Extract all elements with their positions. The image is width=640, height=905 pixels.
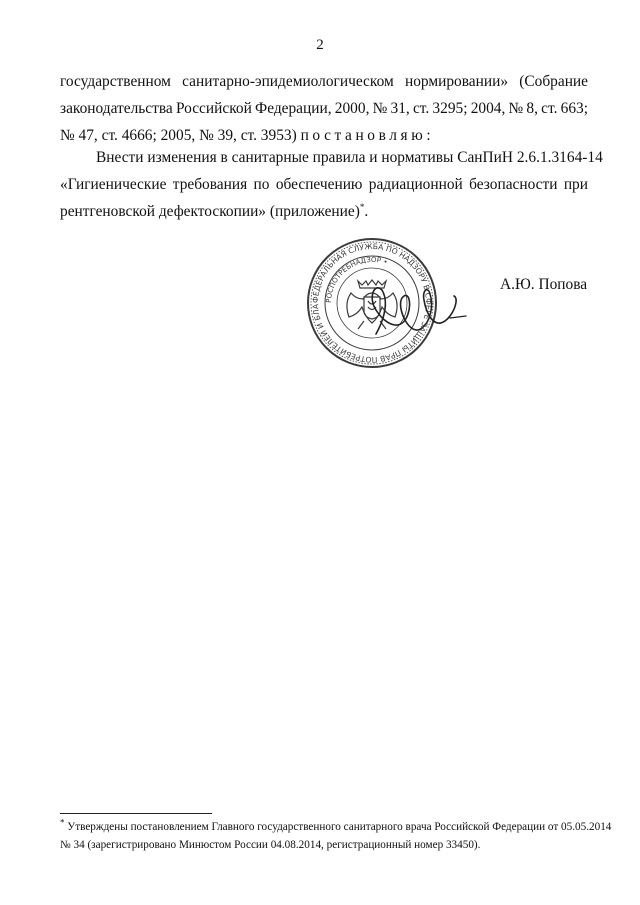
word: государственном <box>60 73 171 90</box>
footnote-marker: * <box>359 201 365 212</box>
word: радиационной <box>368 176 463 193</box>
page-number: 2 <box>316 37 324 53</box>
word: № <box>372 100 388 117</box>
word: 3295; <box>432 100 468 117</box>
footnote <box>60 817 612 854</box>
word: Федерации, <box>255 100 332 117</box>
word: обеспечению <box>275 176 363 193</box>
word: № <box>508 100 524 117</box>
word: нормировании» <box>404 73 509 90</box>
decree-word: постановляю: <box>300 127 435 144</box>
word: 663; <box>560 100 588 117</box>
word: 2004, <box>470 100 506 117</box>
paragraph-amendment <box>60 144 603 225</box>
seal-outer-text: ФЕДЕРАЛЬНАЯ СЛУЖБА ПО НАДЗОРУ В СФЕРЕ ЗАЩИТЫ ПРАВ ПОТРЕБИТЕЛЕЙ И БЛА <box>310 241 434 365</box>
paragraph2-line3 <box>60 198 588 225</box>
paragraph1-line1 <box>60 68 588 95</box>
seal-inner-text: РОСПОТРЕБНАДЗОР • <box>324 255 389 304</box>
signer-name: А.Ю. Попова <box>500 276 588 293</box>
word: ст. <box>541 100 558 117</box>
footnote-line1-text: Утверждены постановлением Главного государственного санитарного врача Российской Федерации от 05.05.2014 <box>67 821 612 833</box>
paragraph1-line2 <box>60 95 588 122</box>
footnote-line1 <box>60 817 612 836</box>
sentence-end: . <box>364 203 369 220</box>
word: санитарно-эпидемиологическом <box>182 73 394 90</box>
word: 31, <box>390 100 410 117</box>
word: 8, <box>526 100 538 117</box>
word: по <box>253 176 270 193</box>
signature-graphic <box>368 276 488 356</box>
word: «Гигиенические <box>60 176 167 193</box>
word: 2000, <box>334 100 370 117</box>
word: требования <box>172 176 248 193</box>
word: при <box>563 176 588 193</box>
paragraph-decree-basis <box>60 68 588 149</box>
paragraph2-line1: Внести изменения в санитарные правила и нормативы СанПиН 2.6.1.3164-14 <box>96 149 603 166</box>
word: Российской <box>175 100 252 117</box>
footnote-mark: * <box>60 817 65 828</box>
word: (Собрание <box>519 73 588 90</box>
appendix-reference: рентгеновской дефектоскопии» (приложение) <box>60 203 360 220</box>
word: законодательства <box>60 100 173 117</box>
footnote-divider <box>60 813 212 814</box>
paragraph2-line2 <box>60 171 588 198</box>
footnote-line2: № 34 (зарегистрировано Минюстом России 04.08.2014, регистрационный номер 33450). <box>60 839 481 851</box>
word: ст. <box>412 100 430 117</box>
word: безопасности <box>469 176 558 193</box>
citation-text: № 47, ст. 4666; 2005, № 39, ст. 3953) <box>60 127 297 144</box>
